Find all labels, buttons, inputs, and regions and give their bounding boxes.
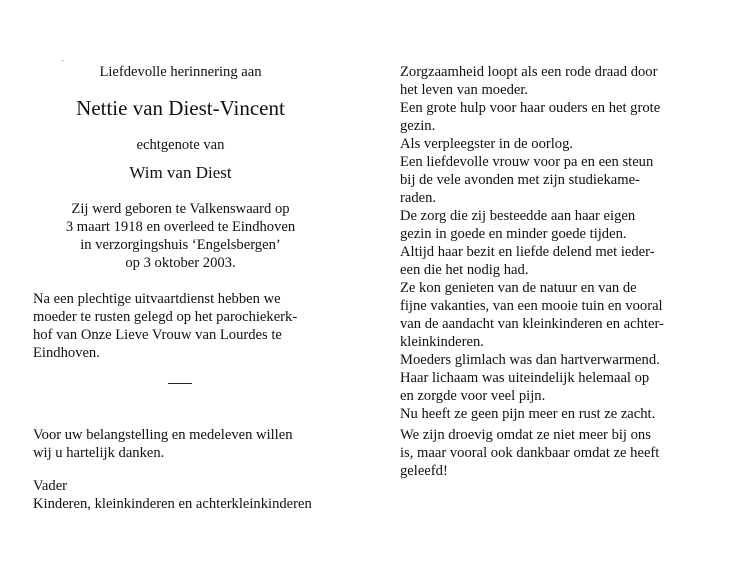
tribute-line: Een liefdevolle vrouw voor pa en een steun [400, 154, 654, 170]
tribute-line: Moeders glimlach was dan hartverwarmend. [400, 352, 660, 368]
tribute-line: kleinkinderen. [400, 334, 484, 350]
tribute-line: Nu heeft ze geen pijn meer en rust ze zacht. [400, 406, 656, 422]
tribute-line: gezin. [400, 118, 436, 134]
birth-line: 3 maart 1918 en overleed te Eindhoven [65, 219, 296, 235]
separator-dash [168, 383, 192, 384]
funeral-line: hof van Onze Lieve Vrouw van Lourdes te [33, 327, 282, 343]
signoff [33, 477, 328, 513]
tribute-line: Als verpleegster in de oorlog. [400, 136, 574, 152]
thanks-paragraph [33, 426, 328, 462]
tribute-line: Altijd haar bezit en liefde delend met ieder- [400, 244, 655, 260]
funeral-line: Eindhoven. [33, 345, 100, 361]
tribute-line: Een grote hulp voor haar ouders en het grote [400, 100, 661, 116]
tribute-line: Ze kon genieten van de natuur en van de [400, 280, 637, 296]
thanks-line: wij u hartelijk danken. [33, 445, 165, 461]
thanks-line: Voor uw belangstelling en medeleven willen [33, 427, 293, 443]
right-column [400, 0, 695, 564]
closing-paragraph [400, 426, 695, 480]
left-column [33, 0, 328, 564]
tribute-paragraph [400, 63, 695, 423]
funeral-paragraph [33, 290, 328, 362]
signoff-line: Kinderen, kleinkinderen en achterkleinkinderen [33, 496, 312, 512]
tribute-line: fijne vakanties, van een mooie tuin en vooral [400, 298, 663, 314]
signoff-line: Vader [33, 478, 68, 494]
tribute-line: een die het nodig had. [400, 262, 529, 278]
funeral-line: Na een plechtige uitvaartdienst hebben we [33, 291, 281, 307]
tribute-line: gezin in goede en minder goede tijden. [400, 226, 627, 242]
tribute-line: van de aandacht van kleinkinderen en achter- [400, 316, 664, 332]
intro-line: Liefdevolle herinnering aan [99, 64, 262, 80]
closing-line: geleefd! [400, 463, 448, 479]
tribute-line: het leven van moeder. [400, 82, 529, 98]
funeral-line: moeder te rusten gelegd op het parochiekerk- [33, 309, 298, 325]
tribute-line: Zorgzaamheid loopt als een rode draad door [400, 64, 658, 80]
closing-line: is, maar vooral ook dankbaar omdat ze heeft [400, 445, 660, 461]
birth-line: op 3 oktober 2003. [125, 255, 236, 271]
birth-line: Zij werd geboren te Valkenswaard op [71, 201, 290, 217]
closing-line: We zijn droevig omdat ze niet meer bij ons [400, 427, 651, 443]
tribute-line: bij de vele avonden met zijn studiekame- [400, 172, 640, 188]
birth-paragraph [33, 200, 328, 272]
tribute-line: raden. [400, 190, 437, 206]
deceased-name: Nettie van Diest-Vincent [76, 96, 285, 120]
tribute-line: Haar lichaam was uiteindelijk helemaal op [400, 370, 650, 386]
tribute-line: en zorgde voor veel pijn. [400, 388, 546, 404]
tribute-line: De zorg die zij besteedde aan haar eigen [400, 208, 636, 224]
spouse-name: Wim van Diest [129, 163, 232, 182]
birth-line: in verzorgingshuis ‘Engelsbergen’ [80, 237, 281, 253]
spouse-label: echtgenote van [136, 137, 225, 153]
